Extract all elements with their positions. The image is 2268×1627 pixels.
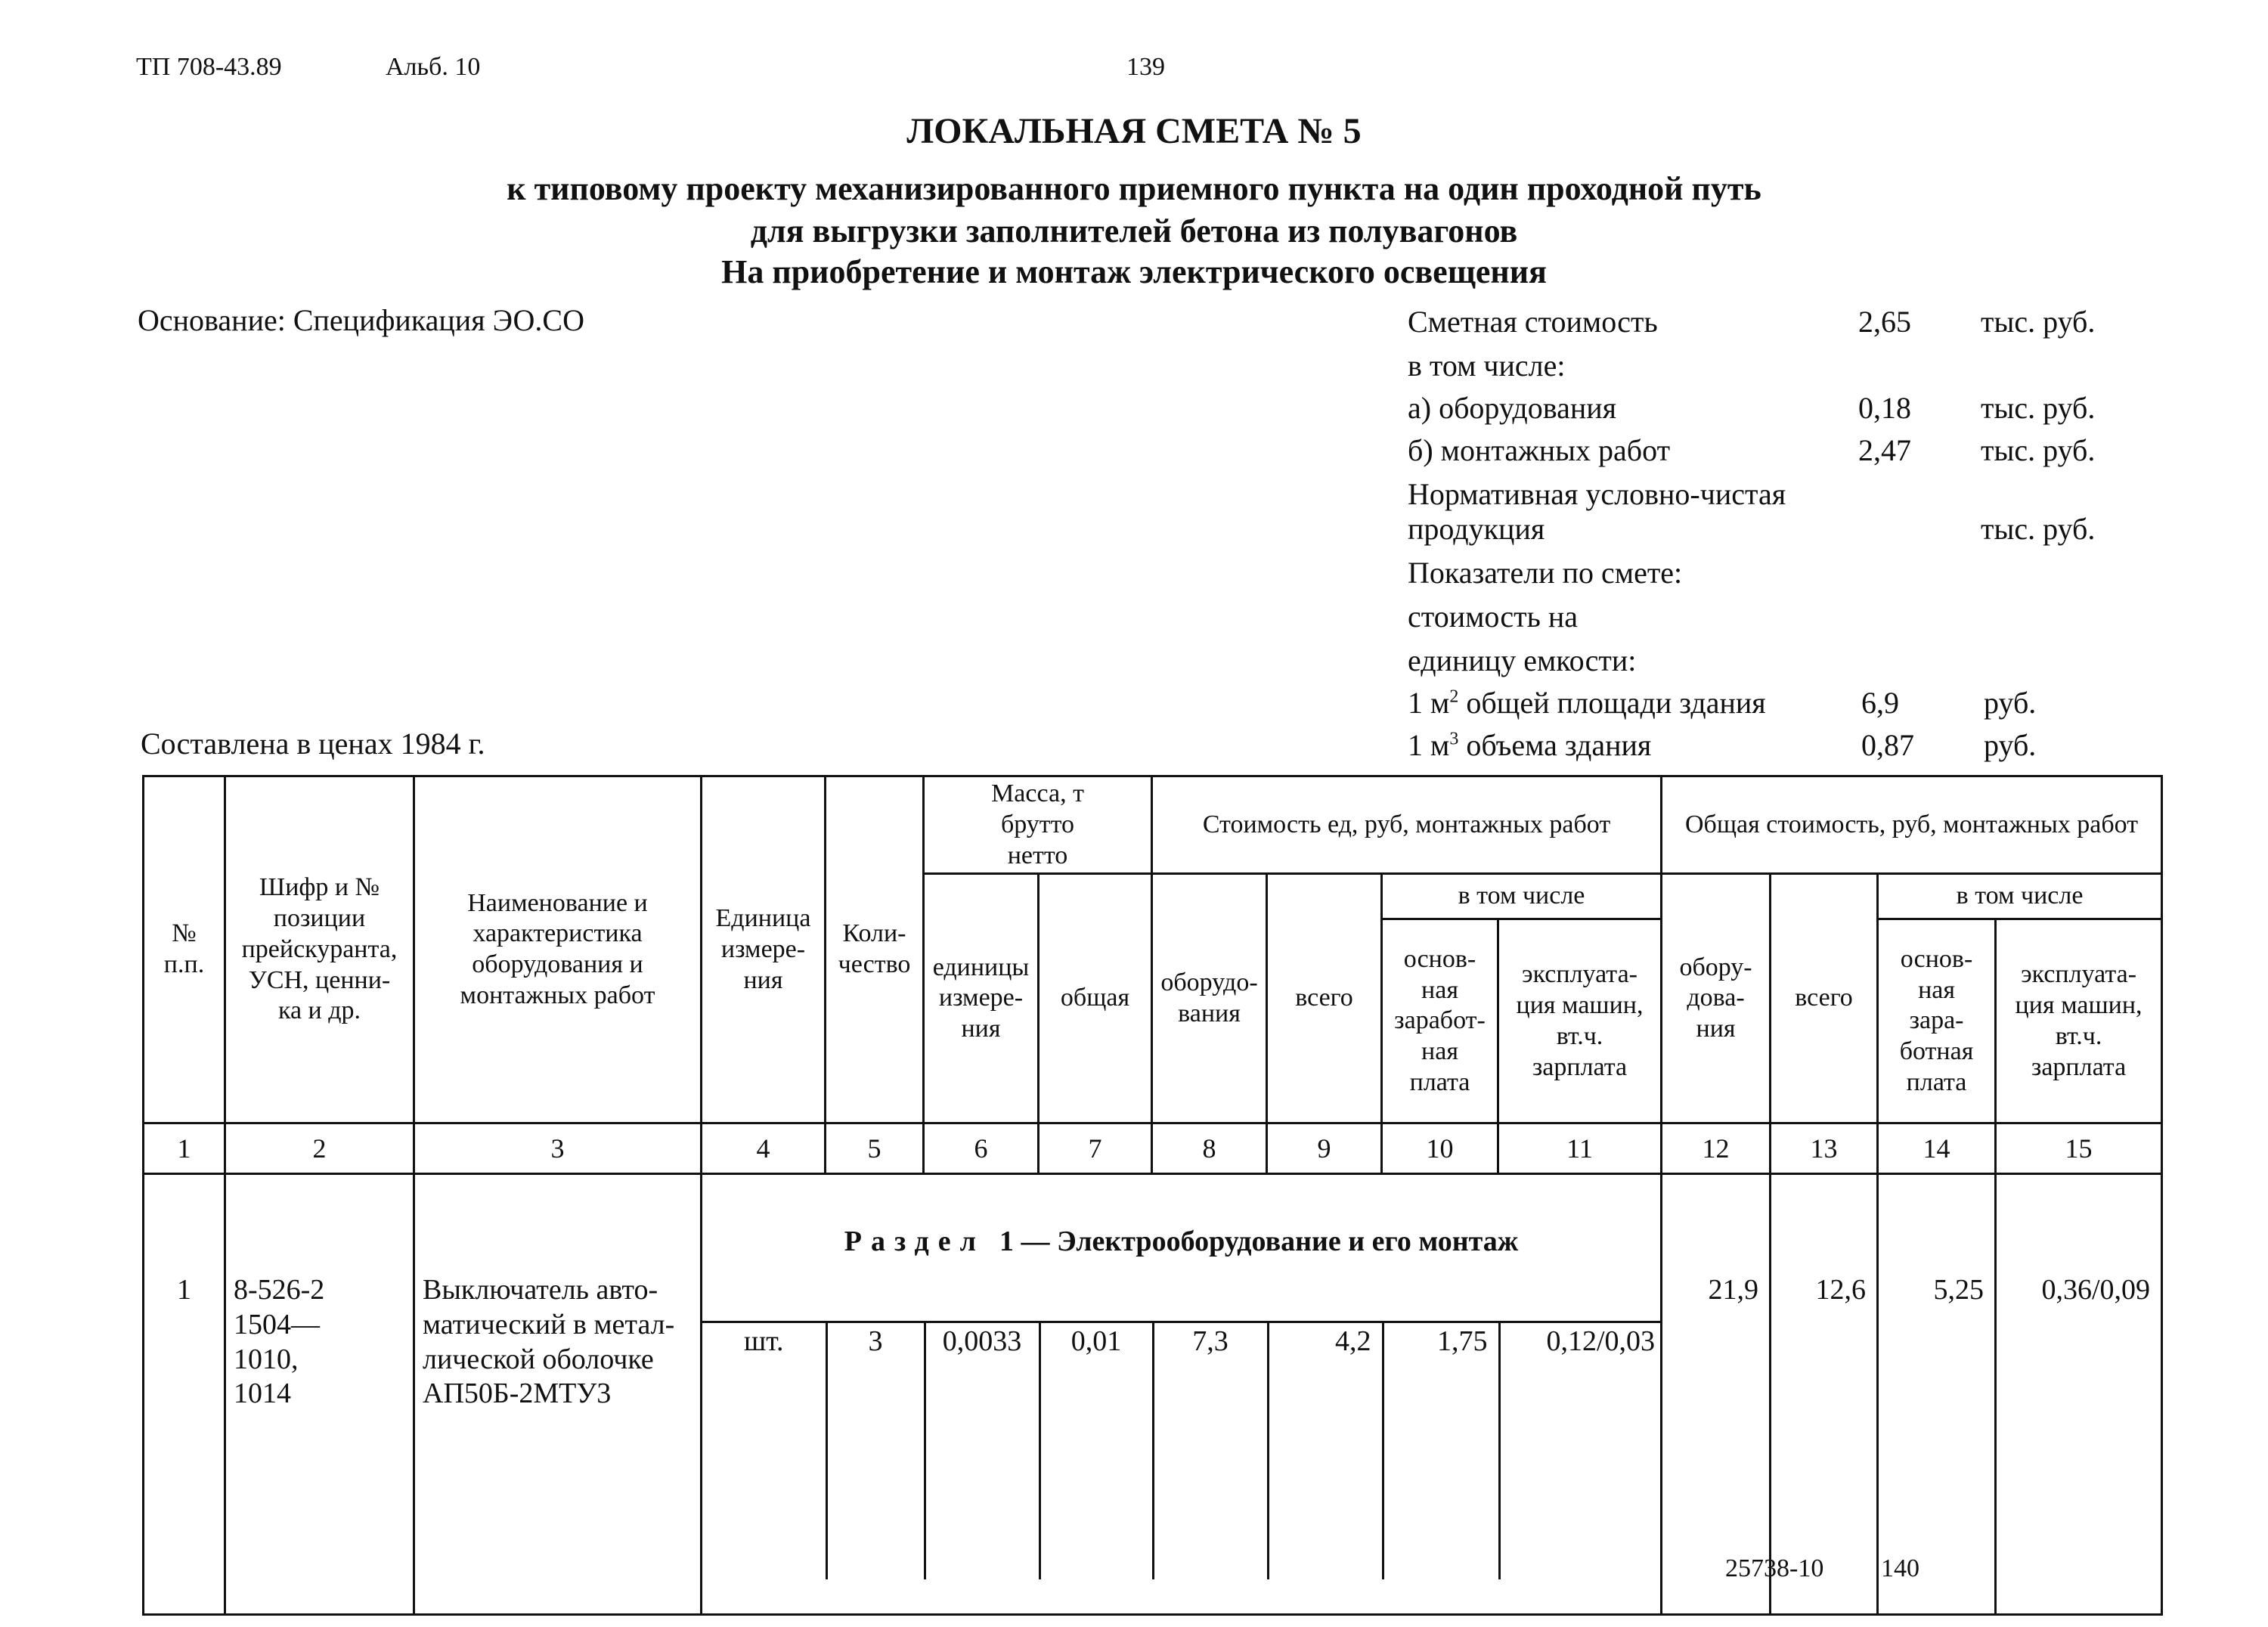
header-mass: Масса, т брутто нетто bbox=[924, 776, 1152, 874]
basis: Основание: Спецификация ЭО.СО bbox=[138, 303, 584, 337]
row-all: 4,2 bbox=[1268, 1322, 1383, 1579]
equipment-value: 0,18 bbox=[1858, 391, 1911, 425]
section-row-values bbox=[702, 1321, 1662, 1579]
column-numbers-row bbox=[144, 1123, 2162, 1174]
page-number: 139 bbox=[1126, 53, 1165, 81]
estimate-title: ЛОКАЛЬНАЯ СМЕТА № 5 bbox=[906, 111, 1362, 151]
col-number: 11 bbox=[1498, 1123, 1662, 1174]
row-machine-2: 0,36/0,09 bbox=[1996, 1174, 2162, 1615]
row-wage: 1,75 bbox=[1383, 1322, 1499, 1579]
header-machine-2: эксплуата- ция машин, вт.ч. зарплата bbox=[1996, 919, 2162, 1123]
header-equip-2: обору- дова- ния bbox=[1662, 874, 1771, 1123]
header-wage: основ- ная заработ- ная плата bbox=[1382, 919, 1498, 1123]
equipment-unit: тыс. руб. bbox=[1981, 391, 2096, 425]
install-value: 2,47 bbox=[1858, 433, 1911, 467]
row-qty: 3 bbox=[826, 1322, 925, 1579]
col-number: 10 bbox=[1382, 1123, 1498, 1174]
header-all-2: всего bbox=[1771, 874, 1878, 1123]
col-number: 2 bbox=[225, 1123, 414, 1174]
row-code: 8-526-2 1504— 1010, 1014 bbox=[225, 1174, 414, 1615]
row-unit: шт. bbox=[702, 1322, 826, 1579]
header-code: Шифр и № позиции прейскуранта, УСН, ценни- ка и др. bbox=[225, 776, 414, 1123]
footer-page: 140 bbox=[1881, 1554, 1919, 1582]
col-number: 12 bbox=[1662, 1123, 1771, 1174]
row-equip: 7,3 bbox=[1153, 1322, 1268, 1579]
col-number: 3 bbox=[414, 1123, 702, 1174]
indicators-label: Показатели по смете: bbox=[1408, 556, 1683, 590]
title-line-1: к типовому проекту механизированного приемного пункта на один проходной путь bbox=[507, 170, 1761, 207]
doc-code: ТП 708-43.89 bbox=[136, 53, 282, 81]
header-wage-2: основ- ная зара- ботная плата bbox=[1878, 919, 1996, 1123]
title-line-2: для выгрузки заполнителей бетона из полувагонов bbox=[750, 212, 1518, 249]
table-row bbox=[144, 1174, 2162, 1615]
row-machine: 0,12/0,03 bbox=[1499, 1322, 1662, 1579]
header-mass-unit: единицы измере- ния bbox=[924, 874, 1039, 1123]
header-total-cost: Общая стоимость, руб, монтажных работ bbox=[1662, 776, 2162, 874]
cost-unit: тыс. руб. bbox=[1981, 305, 2096, 339]
including-label: в том числе: bbox=[1408, 349, 1566, 383]
row-mass-total: 0,01 bbox=[1040, 1322, 1153, 1579]
col-number: 9 bbox=[1267, 1123, 1382, 1174]
area-unit: руб. bbox=[1984, 686, 2037, 720]
row-name: Выключатель авто- матический в метал- лической оболочке АП50Б-2МТУ3 bbox=[414, 1174, 702, 1615]
volume-value: 0,87 bbox=[1861, 728, 1914, 762]
volume-label: 1 $м^3$ объема здания bbox=[1408, 728, 1652, 762]
area-label: 1 $м^2$ общей площади здания bbox=[1408, 686, 1766, 720]
header-unit: Единица измере- ния bbox=[702, 776, 826, 1123]
cost-per-label: стоимость на bbox=[1408, 600, 1579, 634]
header-name: Наименование и характеристика оборудования и монтажных работ bbox=[414, 776, 702, 1123]
cost-value: 2,65 bbox=[1858, 305, 1911, 339]
normative-label-1: Нормативная условно-чистая bbox=[1408, 477, 1786, 511]
col-number: 6 bbox=[924, 1123, 1039, 1174]
header-unit-cost: Стоимость ед, руб, монтажных работ bbox=[1152, 776, 1662, 874]
volume-unit: руб. bbox=[1984, 728, 2037, 762]
area-value: 6,9 bbox=[1861, 686, 1899, 720]
footer-code: 25738-10 bbox=[1725, 1554, 1824, 1582]
album-number: Альб. 10 bbox=[386, 53, 481, 81]
row-equip-2: 21,9 bbox=[1662, 1174, 1771, 1615]
col-number: 7 bbox=[1039, 1123, 1152, 1174]
header-num: № п.п. bbox=[144, 776, 225, 1123]
col-number: 13 bbox=[1771, 1123, 1878, 1174]
row-wage-2: 5,25 bbox=[1878, 1174, 1996, 1615]
title-line-3: На приобретение и монтаж электрического освещения bbox=[721, 253, 1547, 290]
section-heading: Раздел 1 — Электрооборудование и его монтаж bbox=[844, 1225, 1519, 1257]
normative-unit: тыс. руб. bbox=[1981, 512, 2096, 546]
row-all-2: 12,6 bbox=[1771, 1174, 1878, 1615]
header-mass-total: общая bbox=[1039, 874, 1152, 1123]
col-number: 4 bbox=[702, 1123, 826, 1174]
header-including-2: в том числе bbox=[1878, 874, 2162, 919]
col-number: 14 bbox=[1878, 1123, 1996, 1174]
install-unit: тыс. руб. bbox=[1981, 433, 2096, 467]
col-number: 1 bbox=[144, 1123, 225, 1174]
equipment-label: а) оборудования bbox=[1408, 391, 1617, 425]
col-number: 8 bbox=[1152, 1123, 1267, 1174]
header-all: всего bbox=[1267, 874, 1382, 1123]
capacity-label: единицу емкости: bbox=[1408, 643, 1637, 677]
install-label: б) монтажных работ bbox=[1408, 433, 1671, 467]
estimate-table bbox=[142, 775, 2163, 1616]
row-num: 1 bbox=[144, 1174, 225, 1615]
normative-label-2: продукция bbox=[1408, 512, 1545, 546]
col-number: 15 bbox=[1996, 1123, 2162, 1174]
col-number: 5 bbox=[826, 1123, 924, 1174]
header-qty: Коли- чество bbox=[826, 776, 924, 1123]
header-equip: оборудо- вания bbox=[1152, 874, 1267, 1123]
row-mass-unit: 0,0033 bbox=[925, 1322, 1040, 1579]
section-cell bbox=[702, 1174, 1662, 1615]
header-machine: эксплуата- ция машин, вт.ч. зарплата bbox=[1498, 919, 1662, 1123]
header-including: в том числе bbox=[1382, 874, 1662, 919]
prices-year: Составлена в ценах 1984 г. bbox=[141, 727, 485, 761]
cost-label: Сметная стоимость bbox=[1408, 305, 1658, 339]
